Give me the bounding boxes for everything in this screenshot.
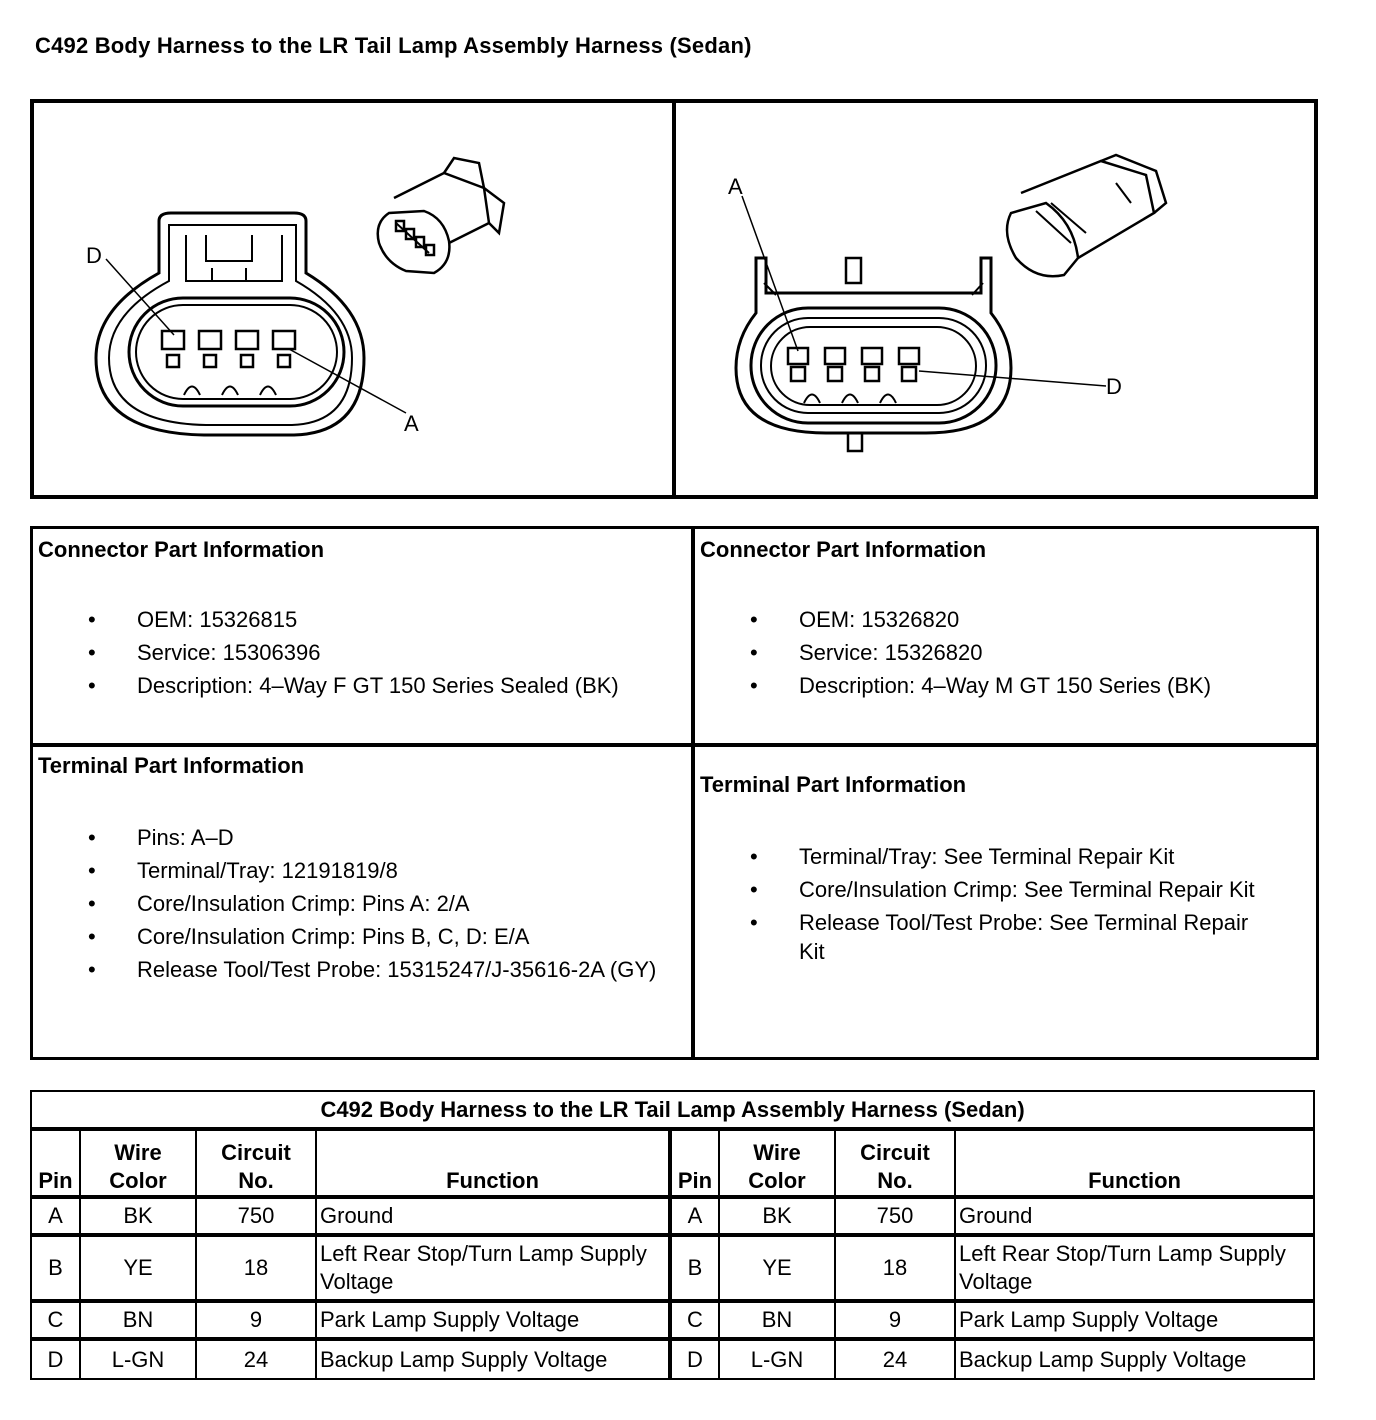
wire-color-cell: L-GN xyxy=(80,1339,196,1379)
wire-color-cell: BK xyxy=(80,1197,196,1235)
list-item: • Terminal/Tray: See Terminal Repair Kit xyxy=(750,844,1175,869)
list-item: • Pins: A–D xyxy=(88,825,234,850)
function-header: Function xyxy=(955,1129,1314,1197)
connector-info-right xyxy=(695,529,1316,743)
pin-a-callout-male: A xyxy=(728,174,743,199)
circuit-cell: 750 xyxy=(835,1197,955,1235)
function-cell: Left Rear Stop/Turn Lamp Supply Voltage xyxy=(955,1235,1314,1301)
male-connector-face-diagram xyxy=(676,103,1314,495)
list-item: • Description: 4–Way M GT 150 Series (BK) xyxy=(750,673,1212,698)
circuit-cell: 9 xyxy=(835,1301,955,1339)
circuit-header: Circuit No. xyxy=(835,1129,955,1197)
circuit-cell: 18 xyxy=(196,1235,316,1301)
connector-info-list xyxy=(33,605,687,704)
function-header: Function xyxy=(316,1129,670,1197)
wire-color-cell: BK xyxy=(719,1197,835,1235)
wire-color-header: Wire Color xyxy=(80,1129,196,1197)
table-row xyxy=(31,1197,1314,1235)
circuit-cell: 18 xyxy=(835,1235,955,1301)
terminal-info-left xyxy=(33,747,691,1057)
pin-cell: C xyxy=(670,1301,719,1339)
male-connector-iso-icon xyxy=(1007,155,1166,276)
part-information-grid xyxy=(30,526,1319,1060)
circuit-cell: 24 xyxy=(835,1339,955,1379)
wire-color-cell: BN xyxy=(80,1301,196,1339)
terminal-info-heading: Terminal Part Information xyxy=(38,753,305,778)
pin-d-callout: D xyxy=(86,243,102,268)
function-cell: Ground xyxy=(316,1197,670,1235)
female-connector-iso-icon xyxy=(378,158,504,273)
function-cell: Backup Lamp Supply Voltage xyxy=(316,1339,670,1379)
terminal-info-list xyxy=(695,842,1312,970)
wire-color-header: Wire Color xyxy=(719,1129,835,1197)
pin-a-callout: A xyxy=(404,411,419,436)
function-cell: Park Lamp Supply Voltage xyxy=(955,1301,1314,1339)
pin-cell: D xyxy=(670,1339,719,1379)
table-row xyxy=(31,1235,1314,1301)
list-item: • Description: 4–Way F GT 150 Series Sealed (BK) xyxy=(88,673,619,698)
pinout-table xyxy=(30,1090,1315,1380)
function-cell: Backup Lamp Supply Voltage xyxy=(955,1339,1314,1379)
list-item: • Release Tool/Test Probe: See Terminal Repair Kit xyxy=(750,910,1249,964)
circuit-cell: 750 xyxy=(196,1197,316,1235)
pin-cell: C xyxy=(31,1301,80,1339)
list-item: • OEM: 15326820 xyxy=(750,607,960,632)
connector-diagram-panel xyxy=(30,99,1318,499)
circuit-cell: 24 xyxy=(196,1339,316,1379)
connector-info-heading: Connector Part Information xyxy=(700,537,987,562)
table-title: C492 Body Harness to the LR Tail Lamp Assembly Harness (Sedan) xyxy=(31,1091,1314,1129)
connector-info-left xyxy=(33,529,691,743)
pin-header: Pin xyxy=(31,1129,80,1197)
terminal-info-heading: Terminal Part Information xyxy=(700,772,967,797)
wire-color-cell: YE xyxy=(719,1235,835,1301)
pin-cell: B xyxy=(670,1235,719,1301)
list-item: • OEM: 15326815 xyxy=(88,607,298,632)
list-item: • Release Tool/Test Probe: 15315247/J-35616-2A (GY) xyxy=(88,957,657,982)
pin-cell: D xyxy=(31,1339,80,1379)
list-item: • Terminal/Tray: 12191819/8 xyxy=(88,858,398,883)
connector-info-list xyxy=(695,605,1312,704)
function-cell: Park Lamp Supply Voltage xyxy=(316,1301,670,1339)
pin-cell: A xyxy=(31,1197,80,1235)
list-item: • Core/Insulation Crimp: Pins A: 2/A xyxy=(88,891,470,916)
wire-color-cell: BN xyxy=(719,1301,835,1339)
pin-header: Pin xyxy=(670,1129,719,1197)
page-title: C492 Body Harness to the LR Tail Lamp Assembly Harness (Sedan) xyxy=(35,33,752,58)
circuit-header: Circuit No. xyxy=(196,1129,316,1197)
pin-cell: B xyxy=(31,1235,80,1301)
list-item: • Service: 15306396 xyxy=(88,640,321,665)
circuit-cell: 9 xyxy=(196,1301,316,1339)
table-row xyxy=(31,1339,1314,1379)
terminal-info-list xyxy=(33,823,687,988)
list-item: • Core/Insulation Crimp: Pins B, C, D: E/A xyxy=(88,924,530,949)
pin-cell: A xyxy=(670,1197,719,1235)
table-row xyxy=(31,1301,1314,1339)
wire-color-cell: L-GN xyxy=(719,1339,835,1379)
list-item: • Core/Insulation Crimp: See Terminal Repair Kit xyxy=(750,877,1255,902)
pin-d-callout-male: D xyxy=(1106,374,1122,399)
table-header-row xyxy=(31,1129,1314,1197)
list-item: • Service: 15326820 xyxy=(750,640,983,665)
wire-color-cell: YE xyxy=(80,1235,196,1301)
function-cell: Left Rear Stop/Turn Lamp Supply Voltage xyxy=(316,1235,670,1301)
terminal-info-right xyxy=(695,747,1316,1057)
connector-info-heading: Connector Part Information xyxy=(38,537,325,562)
function-cell: Ground xyxy=(955,1197,1314,1235)
female-connector-face-diagram xyxy=(34,103,672,495)
